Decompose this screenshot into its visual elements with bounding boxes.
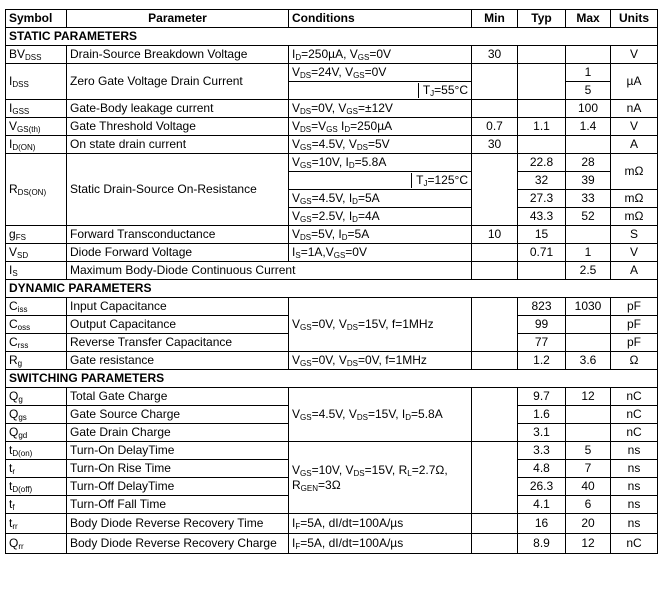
parameter-cell: Gate Threshold Voltage <box>67 118 289 136</box>
conditions-cell: $V_{GS}=2.5V$, $I_D=4A$ <box>289 208 472 226</box>
conditions-cell: $I_D=250\mu A$, $V_{GS}=0V$ <box>289 46 472 64</box>
table-row <box>6 136 658 154</box>
symbol-cell: $I_{GSS}$ <box>6 100 67 118</box>
section-dynamic: DYNAMIC PARAMETERS <box>6 280 658 298</box>
unit-cell: ns <box>611 478 658 496</box>
section-static: STATIC PARAMETERS <box>6 28 658 46</box>
typ-cell <box>518 64 566 100</box>
header-parameter: Parameter <box>67 10 289 28</box>
max-cell: 20 <box>566 514 611 534</box>
max-cell: 52 <box>566 208 611 226</box>
symbol-cell: $Q_{gd}$ <box>6 424 67 442</box>
typ-cell <box>518 46 566 64</box>
header-row <box>6 10 658 28</box>
typ-cell <box>518 100 566 118</box>
unit-cell: nC <box>611 424 658 442</box>
electrical-characteristics-table <box>5 9 658 554</box>
parameter-cell: Output Capacitance <box>67 316 289 334</box>
max-cell: 39 <box>566 172 611 190</box>
min-cell <box>472 64 518 100</box>
typ-cell: 16 <box>518 514 566 534</box>
typ-cell: 9.7 <box>518 388 566 406</box>
typ-cell: 43.3 <box>518 208 566 226</box>
unit-cell: mΩ <box>611 208 658 226</box>
typ-cell: 8.9 <box>518 534 566 554</box>
typ-cell: 27.3 <box>518 190 566 208</box>
unit-cell: ns <box>611 496 658 514</box>
typ-cell: 0.71 <box>518 244 566 262</box>
table-row <box>6 298 658 316</box>
min-cell <box>472 298 518 352</box>
max-cell: 1 <box>566 64 611 82</box>
conditions-cell: $T_J=125^\circ C$ <box>289 172 472 190</box>
max-cell: 1.4 <box>566 118 611 136</box>
typ-cell: 823 <box>518 298 566 316</box>
table-row <box>6 442 658 460</box>
header-units: Units <box>611 10 658 28</box>
table-row <box>6 244 658 262</box>
section-switching: SWITCHING PARAMETERS <box>6 370 658 388</box>
max-cell: 5 <box>566 82 611 100</box>
parameter-cell: Maximum Body-Diode Continuous Current <box>67 262 472 280</box>
table-row <box>6 226 658 244</box>
unit-cell: A <box>611 136 658 154</box>
unit-cell: A <box>611 262 658 280</box>
section-row <box>6 28 658 46</box>
typ-cell: 1.6 <box>518 406 566 424</box>
max-cell <box>566 406 611 424</box>
max-cell: 2.5 <box>566 262 611 280</box>
conditions-cell: $V_{GS}=10V$, $V_{DS}=15V$, $R_L=2.7\Omega$, $R_{GEN}=3\Omega$ <box>289 442 472 514</box>
unit-cell: µA <box>611 64 658 100</box>
unit-cell: nA <box>611 100 658 118</box>
symbol-cell: $C_{oss}$ <box>6 316 67 334</box>
parameter-cell: Gate-Body leakage current <box>67 100 289 118</box>
min-cell <box>472 244 518 262</box>
min-cell: 0.7 <box>472 118 518 136</box>
symbol-cell: $V_{SD}$ <box>6 244 67 262</box>
max-cell <box>566 424 611 442</box>
unit-cell: pF <box>611 316 658 334</box>
max-cell <box>566 316 611 334</box>
unit-cell: nC <box>611 388 658 406</box>
max-cell: 40 <box>566 478 611 496</box>
symbol-cell: $C_{iss}$ <box>6 298 67 316</box>
conditions-cell: $V_{GS}=0V$, $V_{DS}=0V$, f=1MHz <box>289 352 472 370</box>
typ-cell: 26.3 <box>518 478 566 496</box>
symbol-cell: $R_g$ <box>6 352 67 370</box>
parameter-cell: Forward Transconductance <box>67 226 289 244</box>
max-cell: 6 <box>566 496 611 514</box>
parameter-cell: Static Drain-Source On-Resistance <box>67 154 289 226</box>
parameter-cell: Turn-Off Fall Time <box>67 496 289 514</box>
min-cell: 30 <box>472 46 518 64</box>
conditions-cell: $V_{DS}=24V$, $V_{GS}=0V$ <box>289 64 472 82</box>
typ-cell: 99 <box>518 316 566 334</box>
table-row <box>6 154 658 172</box>
parameter-cell: Body Diode Reverse Recovery Time <box>67 514 289 534</box>
max-cell: 5 <box>566 442 611 460</box>
typ-cell: 77 <box>518 334 566 352</box>
min-cell <box>472 154 518 226</box>
min-cell <box>472 534 518 554</box>
max-cell <box>566 226 611 244</box>
typ-cell <box>518 136 566 154</box>
conditions-cell: $T_J=55^\circ C$ <box>289 82 472 100</box>
symbol-cell: $I_S$ <box>6 262 67 280</box>
max-cell <box>566 136 611 154</box>
typ-cell: 1.1 <box>518 118 566 136</box>
symbol-cell: $I_{D(ON)}$ <box>6 136 67 154</box>
unit-cell: mΩ <box>611 190 658 208</box>
max-cell: 7 <box>566 460 611 478</box>
unit-cell: S <box>611 226 658 244</box>
min-cell: 10 <box>472 226 518 244</box>
max-cell <box>566 46 611 64</box>
table-row <box>6 118 658 136</box>
unit-cell: mΩ <box>611 154 658 190</box>
unit-cell: ns <box>611 442 658 460</box>
max-cell: 33 <box>566 190 611 208</box>
header-conditions: Conditions <box>289 10 472 28</box>
symbol-cell: $t_r$ <box>6 460 67 478</box>
typ-cell: 15 <box>518 226 566 244</box>
unit-cell: nC <box>611 406 658 424</box>
unit-cell: V <box>611 244 658 262</box>
symbol-cell: $Q_{rr}$ <box>6 534 67 554</box>
table-row <box>6 64 658 82</box>
table-row <box>6 388 658 406</box>
symbol-cell: $t_f$ <box>6 496 67 514</box>
unit-cell: pF <box>611 334 658 352</box>
conditions-cell: $V_{DS}=0V$, $V_{GS}=\pm 12V$ <box>289 100 472 118</box>
conditions-cell: $V_{GS}=4.5V$, $V_{DS}=5V$ <box>289 136 472 154</box>
parameter-cell: Body Diode Reverse Recovery Charge <box>67 534 289 554</box>
min-cell <box>472 442 518 514</box>
parameter-cell: Drain-Source Breakdown Voltage <box>67 46 289 64</box>
section-row <box>6 280 658 298</box>
unit-cell: pF <box>611 298 658 316</box>
parameter-cell: Diode Forward Voltage <box>67 244 289 262</box>
conditions-cell: $V_{GS}=0V$, $V_{DS}=15V$, f=1MHz <box>289 298 472 352</box>
min-cell <box>472 100 518 118</box>
parameter-cell: Gate resistance <box>67 352 289 370</box>
typ-cell: 4.8 <box>518 460 566 478</box>
parameter-cell: Turn-Off DelayTime <box>67 478 289 496</box>
header-min: Min <box>472 10 518 28</box>
table-row <box>6 46 658 64</box>
symbol-cell: $t_{D(off)}$ <box>6 478 67 496</box>
parameter-cell: Input Capacitance <box>67 298 289 316</box>
conditions-cell: $V_{GS}=10V$, $I_D=5.8A$ <box>289 154 472 172</box>
typ-cell: 1.2 <box>518 352 566 370</box>
parameter-cell: Reverse Transfer Capacitance <box>67 334 289 352</box>
conditions-cell: $I_S=1A,V_{GS}=0V$ <box>289 244 472 262</box>
unit-cell: nC <box>611 534 658 554</box>
max-cell: 3.6 <box>566 352 611 370</box>
symbol-cell: $V_{GS(th)}$ <box>6 118 67 136</box>
symbol-cell: $Q_g$ <box>6 388 67 406</box>
min-cell <box>472 388 518 442</box>
symbol-cell: $Q_{gs}$ <box>6 406 67 424</box>
table-row <box>6 262 658 280</box>
parameter-cell: Gate Source Charge <box>67 406 289 424</box>
symbol-cell: $I_{DSS}$ <box>6 64 67 100</box>
parameter-cell: Turn-On Rise Time <box>67 460 289 478</box>
unit-cell: ns <box>611 460 658 478</box>
typ-cell <box>518 262 566 280</box>
table-row <box>6 514 658 534</box>
conditions-cell: $V_{GS}=4.5V$, $I_D=5A$ <box>289 190 472 208</box>
header-symbol: Symbol <box>6 10 67 28</box>
max-cell: 1 <box>566 244 611 262</box>
section-row <box>6 370 658 388</box>
parameter-cell: Gate Drain Charge <box>67 424 289 442</box>
symbol-cell: $BV_{DSS}$ <box>6 46 67 64</box>
unit-cell: V <box>611 46 658 64</box>
conditions-cell: $I_F=5A$, dI/dt=100A/µs <box>289 534 472 554</box>
table-row <box>6 534 658 554</box>
conditions-cell: $V_{DS}=5V$, $I_D=5A$ <box>289 226 472 244</box>
table-row <box>6 352 658 370</box>
typ-cell: 4.1 <box>518 496 566 514</box>
max-cell: 12 <box>566 388 611 406</box>
symbol-cell: $R_{DS(ON)}$ <box>6 154 67 226</box>
header-typ: Typ <box>518 10 566 28</box>
symbol-cell: $t_{rr}$ <box>6 514 67 534</box>
conditions-cell: $V_{GS}=4.5V$, $V_{DS}=15V$, $I_D=5.8A$ <box>289 388 472 442</box>
parameter-cell: On state drain current <box>67 136 289 154</box>
min-cell: 30 <box>472 136 518 154</box>
symbol-cell: $C_{rss}$ <box>6 334 67 352</box>
parameter-cell: Zero Gate Voltage Drain Current <box>67 64 289 100</box>
parameter-cell: Turn-On DelayTime <box>67 442 289 460</box>
typ-cell: 3.1 <box>518 424 566 442</box>
unit-cell: Ω <box>611 352 658 370</box>
symbol-cell: $t_{D(on)}$ <box>6 442 67 460</box>
max-cell: 12 <box>566 534 611 554</box>
max-cell: 100 <box>566 100 611 118</box>
parameter-cell: Total Gate Charge <box>67 388 289 406</box>
conditions-cell: $V_{DS}=V_{GS}$ $I_D=250\mu A$ <box>289 118 472 136</box>
typ-cell: 3.3 <box>518 442 566 460</box>
symbol-cell: $g_{FS}$ <box>6 226 67 244</box>
min-cell <box>472 262 518 280</box>
conditions-cell: $I_F=5A$, dI/dt=100A/µs <box>289 514 472 534</box>
max-cell: 28 <box>566 154 611 172</box>
min-cell <box>472 514 518 534</box>
max-cell: 1030 <box>566 298 611 316</box>
header-max: Max <box>566 10 611 28</box>
max-cell <box>566 334 611 352</box>
typ-cell: 22.8 <box>518 154 566 172</box>
table-row <box>6 100 658 118</box>
typ-cell: 32 <box>518 172 566 190</box>
unit-cell: V <box>611 118 658 136</box>
min-cell <box>472 352 518 370</box>
unit-cell: ns <box>611 514 658 534</box>
